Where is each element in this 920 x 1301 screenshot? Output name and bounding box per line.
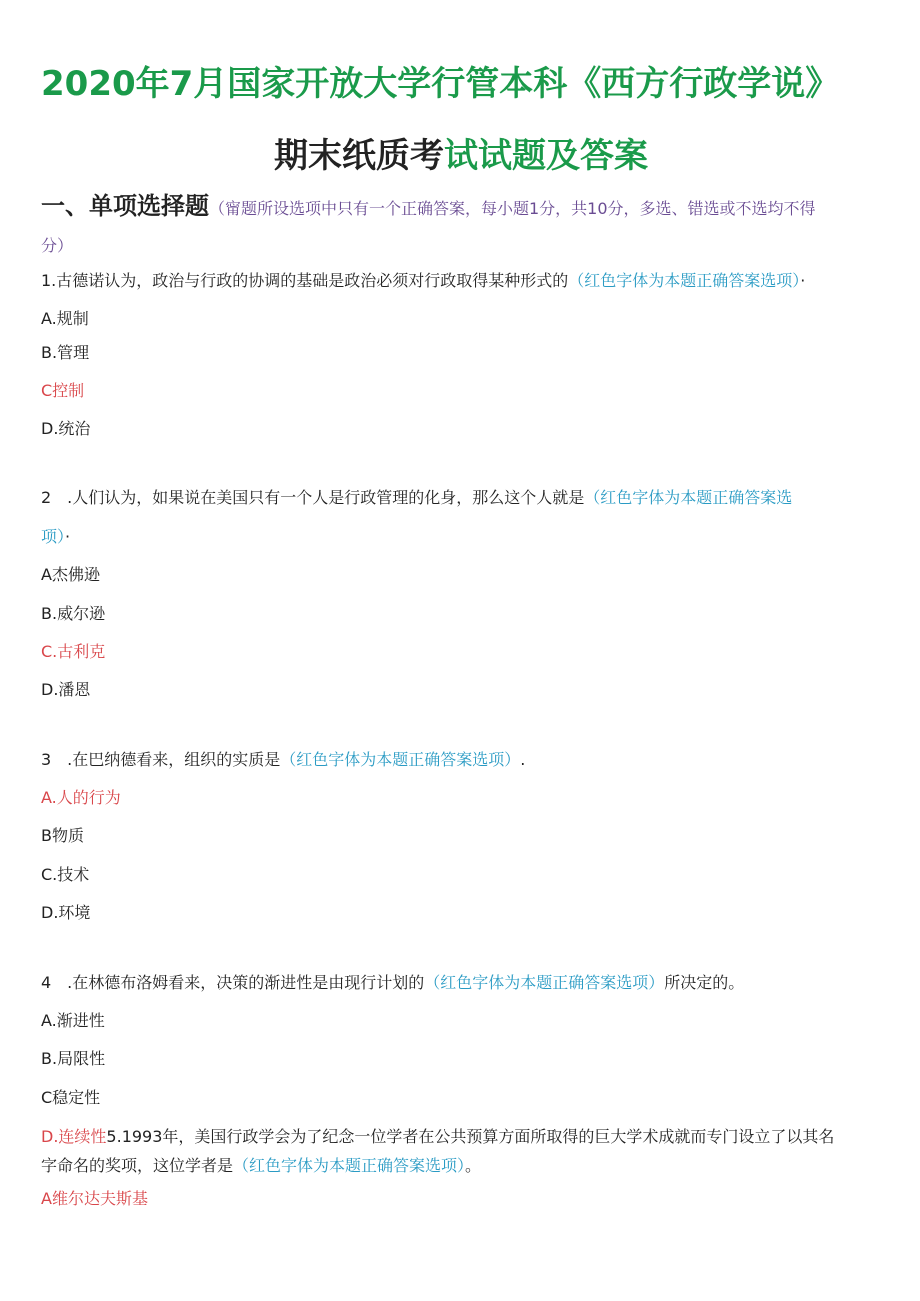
option: A杰佛逊: [41, 565, 100, 584]
question-stem: 1.古德诺认为，政治与行政的协调的基础是政治必须对行政取得某种形式的: [41, 271, 569, 290]
option: B.威尔逊: [41, 604, 106, 623]
option: C稳定性: [41, 1088, 101, 1107]
section-note-cont: 分）: [41, 236, 74, 255]
question-tail: 所决定的。: [664, 973, 745, 992]
section-title: 一、单项选择题: [41, 192, 209, 220]
question-stem: 4 .在林德布洛姆看来，决策的渐进性是由现行计划的: [41, 973, 425, 992]
question-2: [41, 488, 792, 508]
question-tail: .: [520, 750, 526, 769]
answer-hint: （红色字体为本题正确答案选: [584, 488, 793, 507]
answer-hint: （红色字体为本题正确答案选项）: [233, 1156, 466, 1175]
question-stem: 5.1993年，美国行政学会为了纪念一位学者在公共预算方面所取得的巨大学术成就而专门设立了以其名: [106, 1127, 835, 1146]
question-3: [41, 750, 525, 770]
question-tail: ·: [65, 527, 71, 546]
question-stem: 3 .在巴纳德看来，组织的实质是: [41, 750, 281, 769]
question-1: [41, 271, 805, 291]
question-4: [41, 973, 744, 993]
question-5: [41, 1127, 834, 1147]
question-5-cont: [41, 1156, 481, 1176]
doc-title-line1: 2020年7月国家开放大学行管本科《西方行政学说》: [41, 64, 840, 104]
option: A.渐进性: [41, 1011, 105, 1030]
doc-title-line2: 期末纸质考试试题及答案: [274, 136, 648, 176]
section-heading: [41, 192, 816, 220]
question-2-cont: [41, 527, 70, 547]
question-tail: ·: [800, 271, 806, 290]
question-tail: 。: [465, 1156, 482, 1175]
option: B物质: [41, 826, 84, 845]
option-correct: A.人的行为: [41, 788, 121, 807]
option-correct: C.古利克: [41, 642, 106, 661]
option-correct: D.连续性: [41, 1127, 107, 1146]
option: D.环境: [41, 903, 91, 922]
option: A.规制: [41, 309, 89, 328]
option-correct: A维尔达夫斯基: [41, 1189, 148, 1208]
option: C.技术: [41, 865, 90, 884]
answer-hint: （红色字体为本题正确答案选项）: [280, 750, 521, 769]
section-note: （甯题所设选项中只有一个正确答案，每小题1分，共10分，多选、错选或不选均不得: [209, 199, 816, 218]
option: B.局限性: [41, 1049, 106, 1068]
answer-hint: （红色字体为本题正确答案选项）: [424, 973, 665, 992]
answer-hint: （红色字体为本题正确答案选项）: [568, 271, 801, 290]
option: B.管理: [41, 343, 90, 362]
option-correct: C控制: [41, 381, 85, 400]
option: D.统治: [41, 419, 91, 438]
question-stem-cont: 字命名的奖项，这位学者是: [41, 1156, 234, 1175]
option: D.潘恩: [41, 680, 91, 699]
answer-hint-cont: 项）: [41, 527, 66, 546]
question-stem: 2 .人们认为，如果说在美国只有一个人是行政管理的化身，那么这个人就是: [41, 488, 585, 507]
